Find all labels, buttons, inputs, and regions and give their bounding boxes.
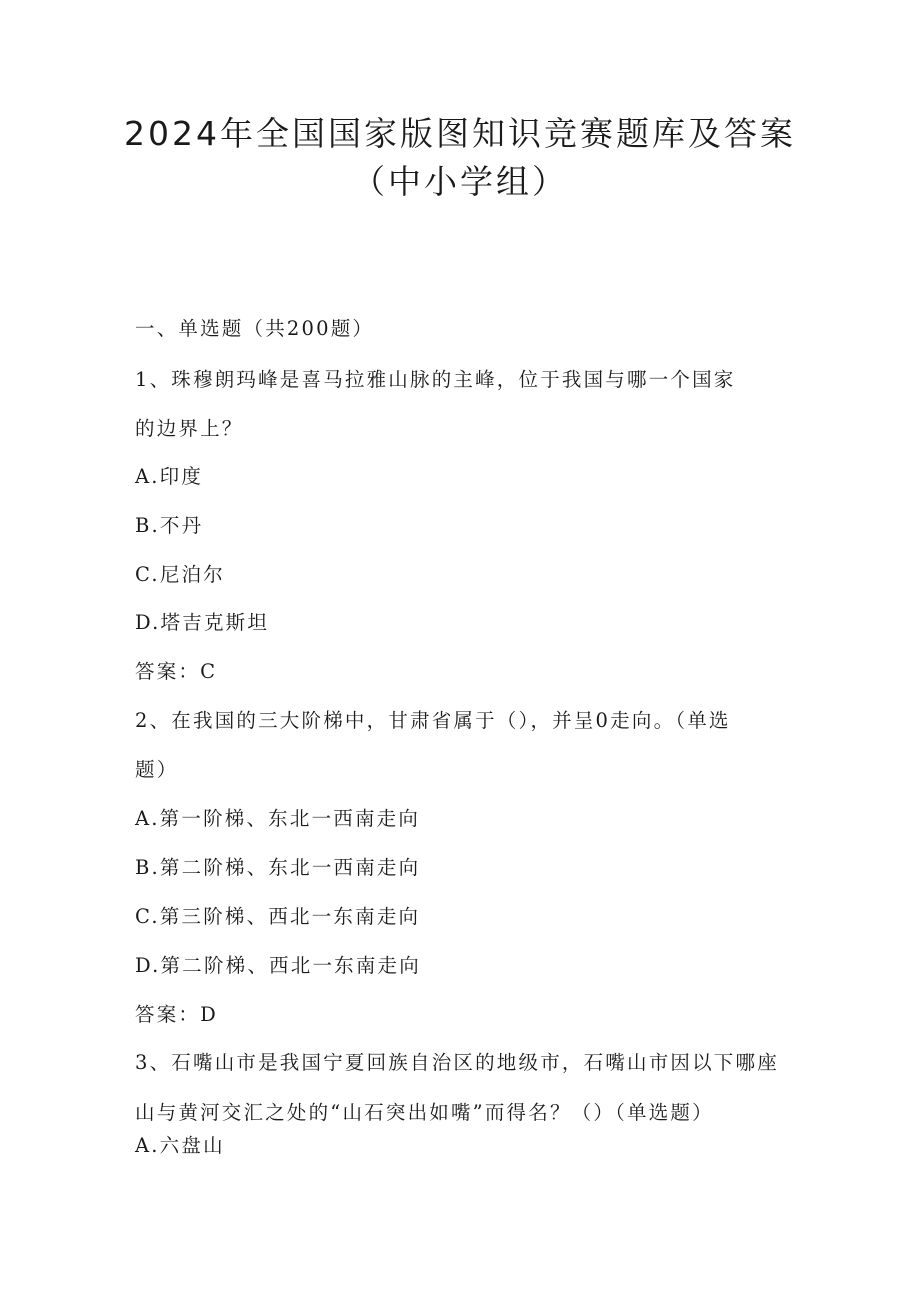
question-1-option-a: A.印度: [135, 465, 204, 488]
question-1-option-b: B.不丹: [135, 514, 204, 537]
question-3-option-a: A.六盘山: [135, 1134, 225, 1157]
question-2-option-d: D.第二阶梯、西北一东南走向: [135, 954, 421, 977]
question-2-text-cont: 题）: [135, 758, 179, 781]
section-heading: 一、单选题（共200题）: [135, 317, 375, 340]
question-3-text-cont: 山与黄河交汇之处的“山石突出如嘴”而得名？（）（单选题）: [135, 1101, 714, 1124]
question-1-option-c: C.尼泊尔: [135, 563, 225, 586]
document-title-line2: （中小学组）: [352, 162, 568, 201]
question-2-option-c: C.第三阶梯、西北一东南走向: [135, 905, 421, 928]
question-2-answer: 答案：D: [135, 1003, 218, 1026]
question-2-option-a: A.第一阶梯、东北一西南走向: [135, 807, 421, 830]
question-2-option-b: B.第二阶梯、东北一西南走向: [135, 856, 421, 879]
question-1-answer: 答案：C: [135, 660, 218, 683]
question-1-text-cont: 的边界上？: [135, 417, 244, 440]
question-2-text: 2、在我国的三大阶梯中，甘肃省属于（），并呈0走向。（单选: [135, 709, 731, 732]
question-1-option-d: D.塔吉克斯坦: [135, 611, 270, 634]
document-title-line1: 2024年全国国家版图知识竞赛题库及答案: [124, 114, 796, 153]
question-1-text: 1、珠穆朗玛峰是喜马拉雅山脉的主峰，位于我国与哪一个国家: [135, 368, 736, 391]
question-3-text: 3、石嘴山市是我国宁夏回族自治区的地级市，石嘴山市因以下哪座: [135, 1051, 779, 1074]
